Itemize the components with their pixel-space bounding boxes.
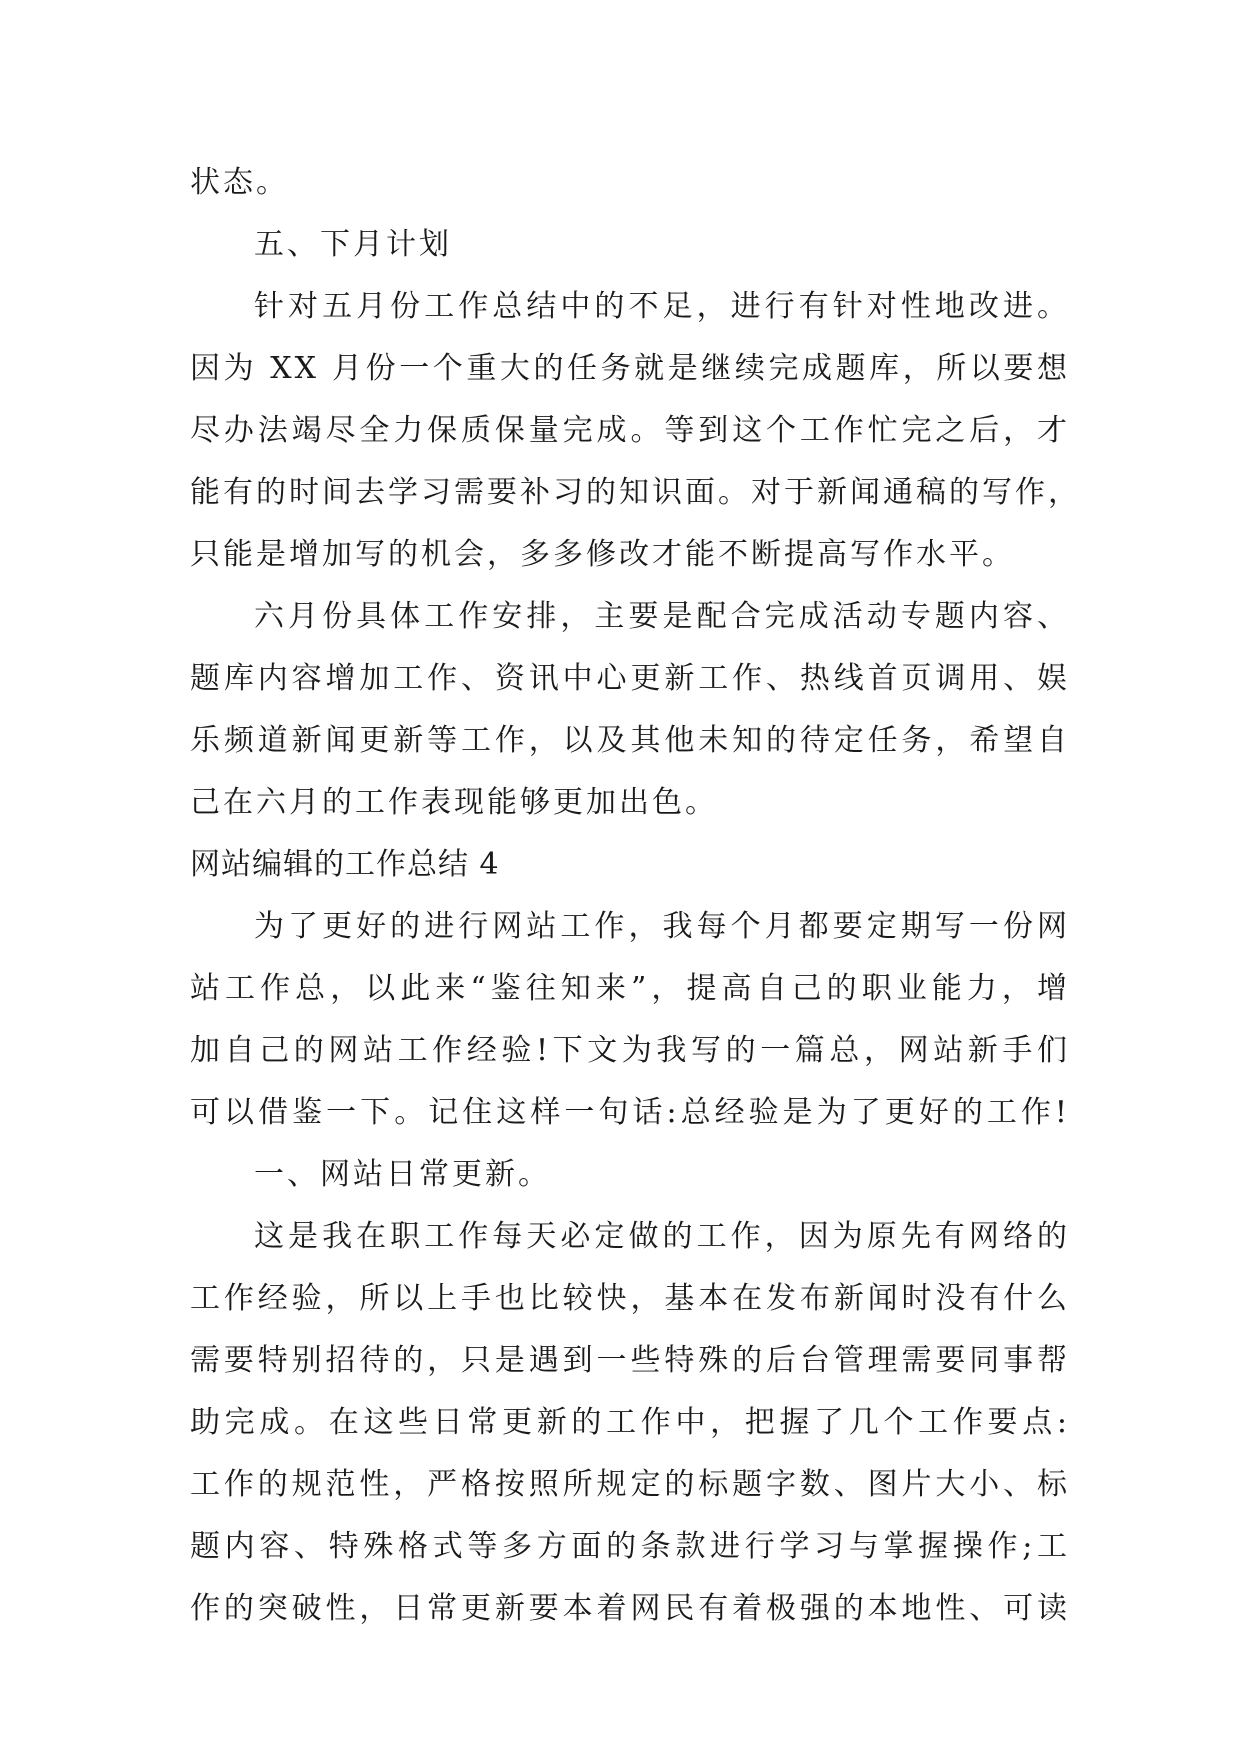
text-line: 这是我在职工作每天必定做的工作，因为原先有网络的 <box>254 1219 1070 1254</box>
text-line: 题库内容增加工作、资讯中心更新工作、热线首页调用、娱 <box>190 661 1070 696</box>
text-line: 只能是增加写的机会，多多修改才能不断提高写作水平。 <box>190 537 1015 572</box>
text-line: 需要特别招待的，只是遇到一些特殊的后台管理需要同事帮 <box>190 1343 1070 1378</box>
text-line: 工作的规范性，严格按照所规定的标题字数、图片大小、标 <box>190 1467 1070 1502</box>
text-line: 加自己的网站工作经验!下文为我写的一篇总，网站新手们 <box>190 1033 1070 1068</box>
text-line: 状态。 <box>190 165 289 200</box>
text-line: 工作经验，所以上手也比较快，基本在发布新闻时没有什么 <box>190 1281 1070 1316</box>
text-line: 助完成。在这些日常更新的工作中，把握了几个工作要点: <box>190 1405 1070 1440</box>
text-line: 六月份具体工作安排，主要是配合完成活动专题内容、 <box>254 599 1070 634</box>
text-line: 能有的时间去学习需要补习的知识面。对于新闻通稿的写作， <box>190 475 1081 510</box>
text-line: 可以借鉴一下。记住这样一句话:总经验是为了更好的工作! <box>190 1095 1070 1130</box>
text-line: 作的突破性，日常更新要本着网民有着极强的本地性、可读 <box>190 1591 1070 1626</box>
text-line: 针对五月份工作总结中的不足，进行有针对性地改进。 <box>254 289 1070 324</box>
text-line: 因为 XX 月份一个重大的任务就是继续完成题库，所以要想 <box>190 351 1070 386</box>
text-line: 己在六月的工作表现能够更加出色。 <box>190 785 718 820</box>
text-line: 题内容、特殊格式等多方面的条款进行学习与掌握操作;工 <box>190 1529 1070 1564</box>
document-title: 网站编辑的工作总结 4 <box>190 847 500 882</box>
text-line: 尽办法竭尽全力保质保量完成。等到这个工作忙完之后，才 <box>190 413 1070 448</box>
section-heading: 五、下月计划 <box>254 227 452 262</box>
text-line: 为了更好的进行网站工作，我每个月都要定期写一份网 <box>254 909 1070 944</box>
section-heading: 一、网站日常更新。 <box>254 1157 551 1192</box>
text-line: 乐频道新闻更新等工作，以及其他未知的待定任务，希望自 <box>190 723 1070 758</box>
text-line: 站工作总，以此来“鉴往知来”，提高自己的职业能力，增 <box>190 971 1070 1006</box>
